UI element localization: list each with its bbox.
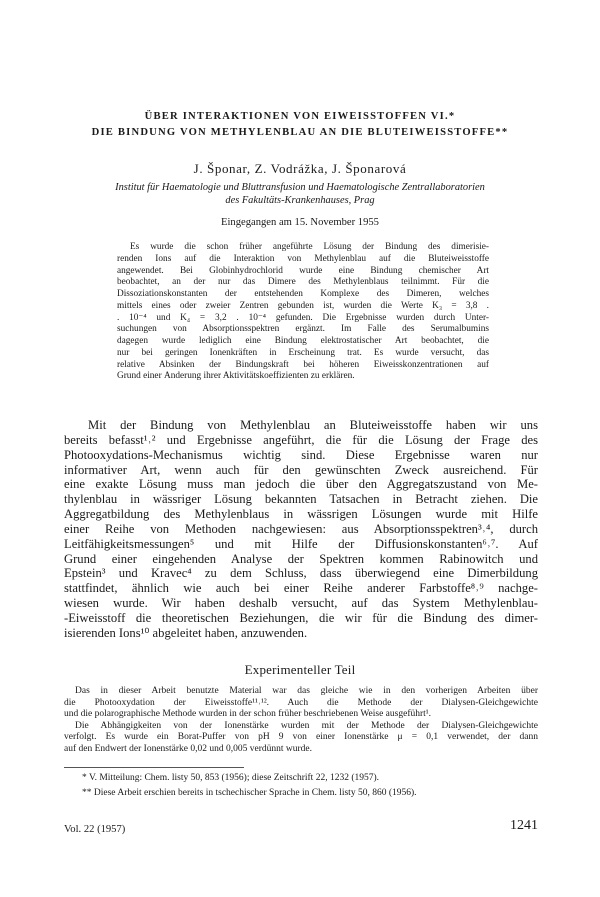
article-title-line-2: DIE BINDUNG VON METHYLENBLAU AN DIE BLUTEIWEISSTOFFE**	[91, 127, 509, 138]
body-line: Mit der Bindung von Methylenblau an Bluteiweisstoffe haben wir uns	[88, 418, 538, 432]
abstract-line: renden Ions auf die Interaktion von Methylenblau auf die Bluteiweisstoffe	[117, 253, 489, 264]
abstract-line: mittels eines oder zweier Zentren gebunden ist, wurden die Werte K₃ = 3,8 .	[117, 300, 489, 311]
abstract	[117, 242, 489, 383]
body-line: Photooxydations-Mechanismus wichtig sind. Diese Ergebnisse waren nur	[64, 447, 538, 462]
experimental-line: und die polarographische Methode wurden in der schon früher beschriebenen Weise ausgeführt¹.	[64, 709, 432, 720]
experimental-line: Das in dieser Arbeit benutzte Material war das gleiche wie in den vorherigen Arbeiten über	[75, 686, 538, 696]
experimental-line: Die Abhängigkeiten von der Ionenstärke wurden mit der Methode der Dialysen-Gleichgewichte	[75, 720, 538, 731]
body-line: einer Reihe von Methoden nachgewiesen: aus Absorptionsspektren³˒⁴, durch	[64, 521, 538, 536]
abstract-line: beobachtet, an der nur das Dimere des Methylenblaus teilnimmt. Für die	[117, 277, 489, 288]
author-list: J. Šponar, Z. Vodrážka, J. Šponarová	[193, 161, 407, 176]
introduction-paragraph	[64, 418, 538, 641]
body-line: eine exakte Lösung muss man jedoch die über den Aggregatszustand von Me-	[64, 477, 538, 492]
abstract-line: suchungen von Absorptionsspektren ergänzt. Im Falle des Serumalbumins	[117, 324, 489, 335]
body-line: stattfindet, ähnlich wie auch bei einer Reihe anderer Farbstoffe⁸˒⁹ nachge-	[64, 581, 538, 596]
experimental-paragraph	[64, 686, 538, 756]
page-number: 1241	[510, 818, 538, 833]
body-line: isierenden Ions¹⁰ abgeleitet haben, anzuwenden.	[64, 625, 308, 640]
body-line: Aggregatbildung des Methylenblaus in wässrigen Lösungen wurde mit Hilfe	[64, 507, 538, 522]
section-heading: Experimenteller Teil	[244, 662, 356, 677]
article-title-line-1: ÜBER INTERAKTIONEN VON EIWEISSTOFFEN VI.*	[144, 111, 456, 122]
body-line: wiesen wurde. Wir haben deshalb versucht, auf das System Methylenblau-	[64, 596, 538, 611]
body-line: thylenblau in wässriger Lösung bekannten Tatsachen in Betracht ziehen. Die	[64, 492, 538, 507]
experimental-line: verfolgt. Es wurde ein Borat-Puffer von pH 9 von einer Ionenstärke μ = 0,1 verwendet, der dann	[64, 732, 538, 743]
volume-info: Vol. 22 (1957)	[64, 824, 126, 835]
abstract-line: dagegen wurde lediglich eine Bindung elektrostatischer Art beobachtet, die	[117, 336, 489, 346]
received-date: Eingegangen am 15. November 1955	[221, 217, 379, 228]
experimental-line: auf den Endwert der Ionenstärke 0,02 und 0,005 verdünnt wurde.	[64, 743, 312, 754]
footnote-divider	[64, 767, 244, 768]
abstract-line: Dissoziationskonstanten der entstehenden Komplexe des Dimeren, welches	[117, 289, 489, 299]
abstract-line: Es wurde die schon früher angeführte Lösung der Bindung des dimerisie-	[130, 242, 489, 252]
abstract-line: relative Absinken der Bindungskraft bei höheren Eiweisskonzentrationen auf	[117, 359, 489, 370]
footnotes	[82, 771, 542, 800]
body-line: informativer Art, wenn auch für den gewünschten Zweck ausreichend. Für	[64, 462, 538, 477]
body-line: Grund einer eingehenden Analyse der Spektren kommen Rabinowitch und	[64, 551, 538, 566]
institution-line-2: des Fakultäts-Krankenhauses, Prag	[225, 195, 375, 206]
abstract-line: . 10⁻⁴ und K₄ = 3,2 . 10⁻⁴ gefunden. Die Ergebnisse wurden durch Unter-	[117, 312, 489, 323]
footnote: * V. Mitteilung: Chem. listy 50, 853 (1956); diese Zeitschrift 22, 1232 (1957).	[82, 773, 380, 783]
abstract-line: Grund einer Änderung ihrer Aktivitätskoeffizienten zu erklären.	[117, 371, 355, 382]
body-line: -Eiweisstoff die theoretischen Beziehungen, die wir für die Bindung des dimer-	[64, 610, 538, 625]
abstract-line: angewendet. Bei Globinhydrochlorid wurde eine Bindung chemischer Art	[117, 265, 489, 276]
footnote: ** Diese Arbeit erschien bereits in tschechischer Sprache in Chem. listy 50, 860 (1956).	[82, 787, 417, 798]
experimental-line: die Photooxydation der Eiweisstoffe¹¹˒¹². Auch die Methode der Dialysen-Gleichgewichte	[64, 697, 538, 708]
body-line: bereits befasst¹˒² und Ergebnisse angeführt, die für die Lösung der Frage des	[64, 432, 538, 447]
abstract-line: nur bei geringen Ionenkräften in Erscheinung trat. Es wurde versucht, das	[117, 347, 489, 358]
body-line: Leitfähigkeitsmessungen⁵ und mit Hilfe der Diffusionskonstanten⁶˒⁷. Auf	[64, 536, 538, 551]
institution-line-1: Institut für Haematologie und Bluttransfusion und Haematologische Zentrallaboratorien	[115, 182, 485, 193]
body-line: Epstein³ und Kravec⁴ zu dem Schluss, dass überwiegend eine Dimerbildung	[64, 566, 538, 581]
